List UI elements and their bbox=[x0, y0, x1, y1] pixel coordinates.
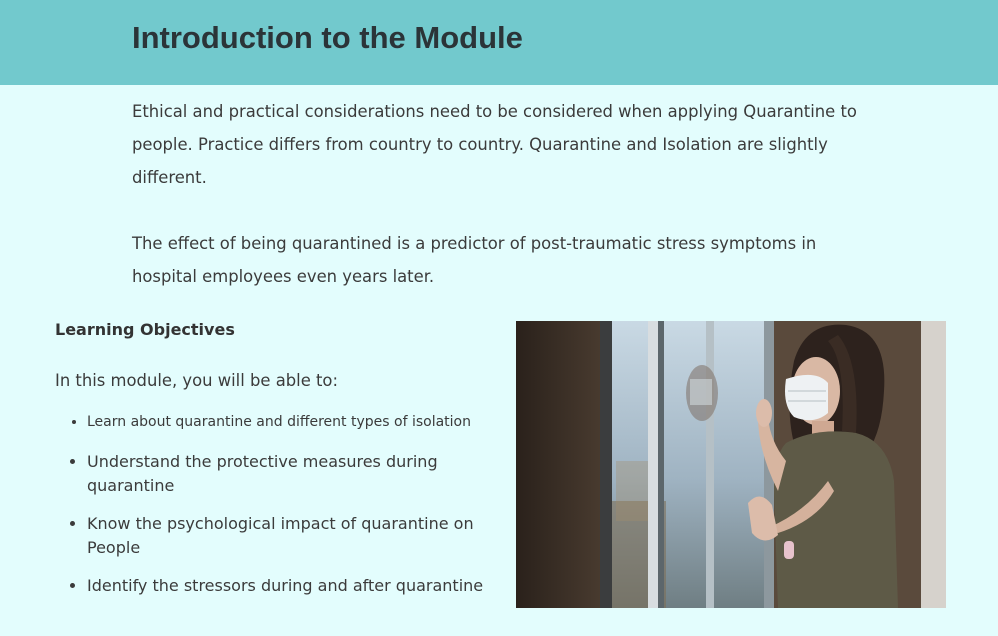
objectives-list bbox=[55, 414, 507, 612]
intro-paragraph: Ethical and practical considerations need to be considered when applying Quarantine to people. Practice differs from country to country. Quarantine and Isolation are slightly different. bbox=[132, 102, 857, 187]
learning-objectives-lead: In this module, you will be able to: bbox=[55, 371, 338, 390]
objective-item: • Understand the protective measures during quarantine bbox=[87, 450, 507, 498]
objective-item: • Learn about quarantine and different types of isolation bbox=[87, 414, 507, 431]
photo-illustration bbox=[516, 321, 946, 608]
page-title: Introduction to the Module bbox=[132, 20, 523, 55]
module-header bbox=[0, 0, 998, 85]
intro-paragraph: The effect of being quarantined is a predictor of post-traumatic stress symptoms in hospital employees even years later. bbox=[132, 234, 817, 286]
objective-item: • Know the psychological impact of quarantine on People bbox=[87, 512, 507, 560]
intro-text bbox=[132, 95, 872, 293]
quarantine-woman-photo bbox=[516, 321, 946, 608]
learning-objectives-heading: Learning Objectives bbox=[55, 320, 235, 339]
objective-item: • Identify the stressors during and after quarantine bbox=[87, 574, 507, 598]
